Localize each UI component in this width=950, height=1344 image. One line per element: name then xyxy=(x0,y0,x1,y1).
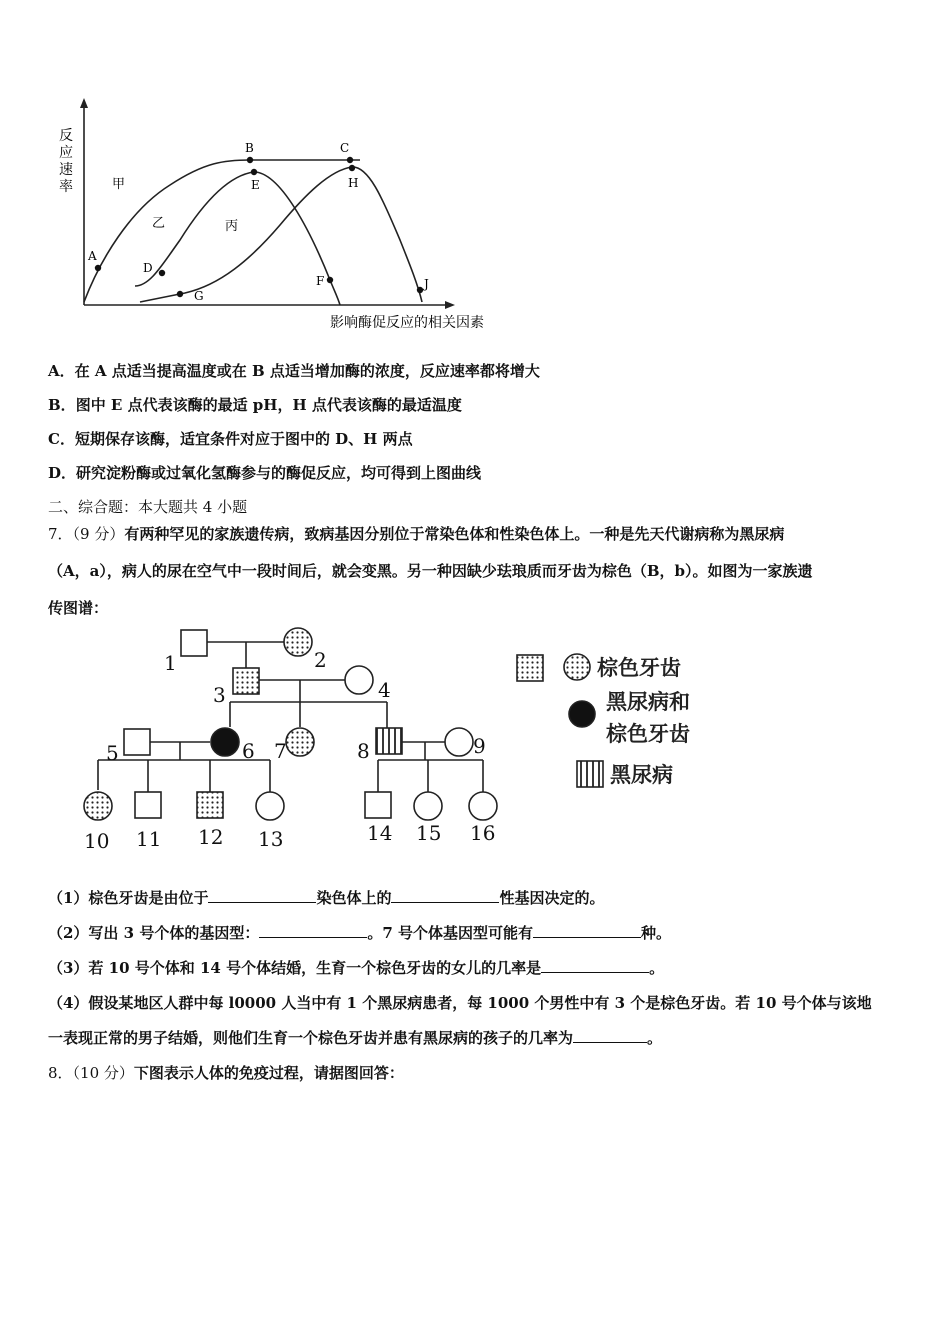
curve-name-jia: 甲 xyxy=(112,177,126,192)
individual-7 xyxy=(286,728,314,756)
q7-sub1-b: 染色体上的 xyxy=(316,889,392,907)
curve-name-yi: 乙 xyxy=(152,216,166,231)
label-5: 5 xyxy=(106,741,119,765)
q7-sub2 xyxy=(48,922,671,943)
ylabel-char-1: 反 xyxy=(59,128,73,144)
option-c xyxy=(48,428,413,449)
q7-sub4-line1: （4）假设某地区人群中每 l0000 人当中有 1 个黑尿病患者，每 1000 个男性中有 3 个是棕色牙齿。若 10 号个体与该地 xyxy=(48,994,872,1012)
label-1: 1 xyxy=(164,651,177,675)
legend-circle-both xyxy=(569,701,595,727)
q7-intro-1: 有两种罕见的家族遗传病，致病基因分别位于常染色体和性染色体上。一种是先天代谢病称为黑尿病 xyxy=(124,525,785,543)
q7-sub4-line2b: 。 xyxy=(647,1029,663,1047)
label-C: C xyxy=(340,141,350,155)
point-A xyxy=(95,265,101,271)
label-A: A xyxy=(88,249,97,263)
q7-sub2-blank2[interactable] xyxy=(533,923,641,938)
ylabel-char-3: 速 xyxy=(59,162,73,178)
q7-sub1-blank1[interactable] xyxy=(208,888,316,903)
pedigree-chart xyxy=(80,620,740,860)
point-J xyxy=(417,287,423,293)
option-a-letter: A． xyxy=(48,362,75,380)
curve-bing xyxy=(140,167,422,302)
label-16: 16 xyxy=(470,821,496,845)
section-title: 二、综合题：本大题共 4 小题 xyxy=(48,498,248,516)
individual-8 xyxy=(376,728,402,754)
label-F: F xyxy=(316,274,325,288)
option-c-text: 短期保存该酶，适宜条件对应于图中的 D、H 两点 xyxy=(74,430,413,448)
label-15: 15 xyxy=(416,821,442,845)
q7-score: （9 分） xyxy=(72,525,125,543)
ylabel-char-4: 率 xyxy=(59,179,73,195)
q7-sub2-b: 。7 号个体基因型可能有 xyxy=(367,924,533,942)
y-axis-arrow xyxy=(80,98,88,108)
label-3: 3 xyxy=(213,683,226,707)
q7-sub1-blank2[interactable] xyxy=(391,888,499,903)
individual-11 xyxy=(135,792,161,818)
curve-name-bing: 丙 xyxy=(225,219,239,234)
legend-both-text-2: 棕色牙齿 xyxy=(606,721,690,746)
point-H xyxy=(349,165,355,171)
label-13: 13 xyxy=(258,827,284,851)
q8-line xyxy=(48,1062,404,1083)
label-14: 14 xyxy=(367,821,393,845)
q7-intro-line3: 传图谱： xyxy=(48,599,109,617)
label-2: 2 xyxy=(314,648,327,672)
individual-2 xyxy=(284,628,312,656)
x-axis-arrow xyxy=(445,301,455,309)
individual-1 xyxy=(181,630,207,656)
label-J: J xyxy=(424,277,429,291)
q7-sub3-blank[interactable] xyxy=(541,958,649,973)
q7-intro-line2: （A，a），病人的尿在空气中一段时间后，就会变黑。另一种因缺少珐琅质而牙齿为棕色（B，b）。如图为一家族遗 xyxy=(48,562,813,580)
q7-number: 7． xyxy=(48,525,73,543)
option-b-letter: B． xyxy=(48,396,76,414)
q7-sub3 xyxy=(48,957,664,978)
q7-sub2-a: （2）写出 3 号个体的基因型： xyxy=(48,924,260,942)
q8-text: 下图表示人体的免疫过程，请据图回答： xyxy=(133,1064,404,1082)
label-B: B xyxy=(245,141,254,155)
point-B xyxy=(247,157,253,163)
individual-3 xyxy=(233,668,259,694)
individual-14 xyxy=(365,792,391,818)
individual-16 xyxy=(469,792,497,820)
individual-9 xyxy=(445,728,473,756)
label-8: 8 xyxy=(357,739,370,763)
legend-circle-brown xyxy=(564,654,590,680)
q7-sub4-line2 xyxy=(48,1027,662,1048)
q7-sub1-a: （1）棕色牙齿是由位于 xyxy=(48,889,209,907)
legend-square-brown xyxy=(517,655,543,681)
label-12: 12 xyxy=(198,825,224,849)
individual-15 xyxy=(414,792,442,820)
option-d-text: 研究淀粉酶或过氧化氢酶参与的酶促反应，均可得到上图曲线 xyxy=(76,464,482,482)
individual-4 xyxy=(345,666,373,694)
individual-12 xyxy=(197,792,223,818)
label-G: G xyxy=(194,289,204,303)
q8-number: 8． xyxy=(48,1064,73,1082)
label-7: 7 xyxy=(274,739,287,763)
option-a xyxy=(48,360,540,381)
enzyme-rate-chart xyxy=(40,90,520,340)
q7-sub1 xyxy=(48,887,604,908)
legend-square-alk xyxy=(577,761,603,787)
ylabel-char-2: 应 xyxy=(59,145,73,161)
point-E xyxy=(251,169,257,175)
label-9: 9 xyxy=(473,734,486,758)
label-6: 6 xyxy=(242,739,255,763)
option-c-letter: C． xyxy=(48,430,75,448)
label-E: E xyxy=(251,178,260,192)
option-b-text: 图中 E 点代表该酶的最适 pH，H 点代表该酶的最适温度 xyxy=(75,396,462,414)
option-d-letter: D． xyxy=(48,464,77,482)
q7-sub2-c: 种。 xyxy=(641,924,672,942)
option-b xyxy=(48,394,462,415)
point-C xyxy=(347,157,353,163)
legend-alk-text: 黑尿病 xyxy=(610,762,673,787)
legend-both-text-1: 黑尿病和 xyxy=(606,689,690,714)
xlabel: 影响酶促反应的相关因素 xyxy=(330,315,484,331)
q7-sub2-blank1[interactable] xyxy=(259,923,367,938)
point-F xyxy=(327,277,333,283)
q7-intro-line1 xyxy=(48,523,784,544)
point-D xyxy=(159,270,165,276)
option-d xyxy=(48,462,481,483)
q7-sub1-c: 性基因决定的。 xyxy=(499,889,605,907)
individual-5 xyxy=(124,729,150,755)
point-G xyxy=(177,291,183,297)
label-D: D xyxy=(143,261,153,275)
label-H: H xyxy=(348,176,359,190)
label-11: 11 xyxy=(136,827,162,851)
q7-sub4-line2a: 一表现正常的男子结婚，则他们生育一个棕色牙齿并患有黑尿病的孩子的几率为 xyxy=(48,1029,574,1047)
individual-13 xyxy=(256,792,284,820)
label-4: 4 xyxy=(378,678,391,702)
option-a-text: 在 A 点适当提高温度或在 B 点适当增加酶的浓度，反应速率都将增大 xyxy=(74,362,540,380)
q8-score: （10 分） xyxy=(72,1064,134,1082)
q7-sub3-a: （3）若 10 号个体和 14 号个体结婚，生育一个棕色牙齿的女儿的几率是 xyxy=(48,959,542,977)
q7-sub3-b: 。 xyxy=(649,959,665,977)
q7-sub4-blank[interactable] xyxy=(573,1028,647,1043)
label-10: 10 xyxy=(84,829,110,853)
individual-6 xyxy=(211,728,239,756)
individual-10 xyxy=(84,792,112,820)
legend-brown-text: 棕色牙齿 xyxy=(597,655,681,680)
